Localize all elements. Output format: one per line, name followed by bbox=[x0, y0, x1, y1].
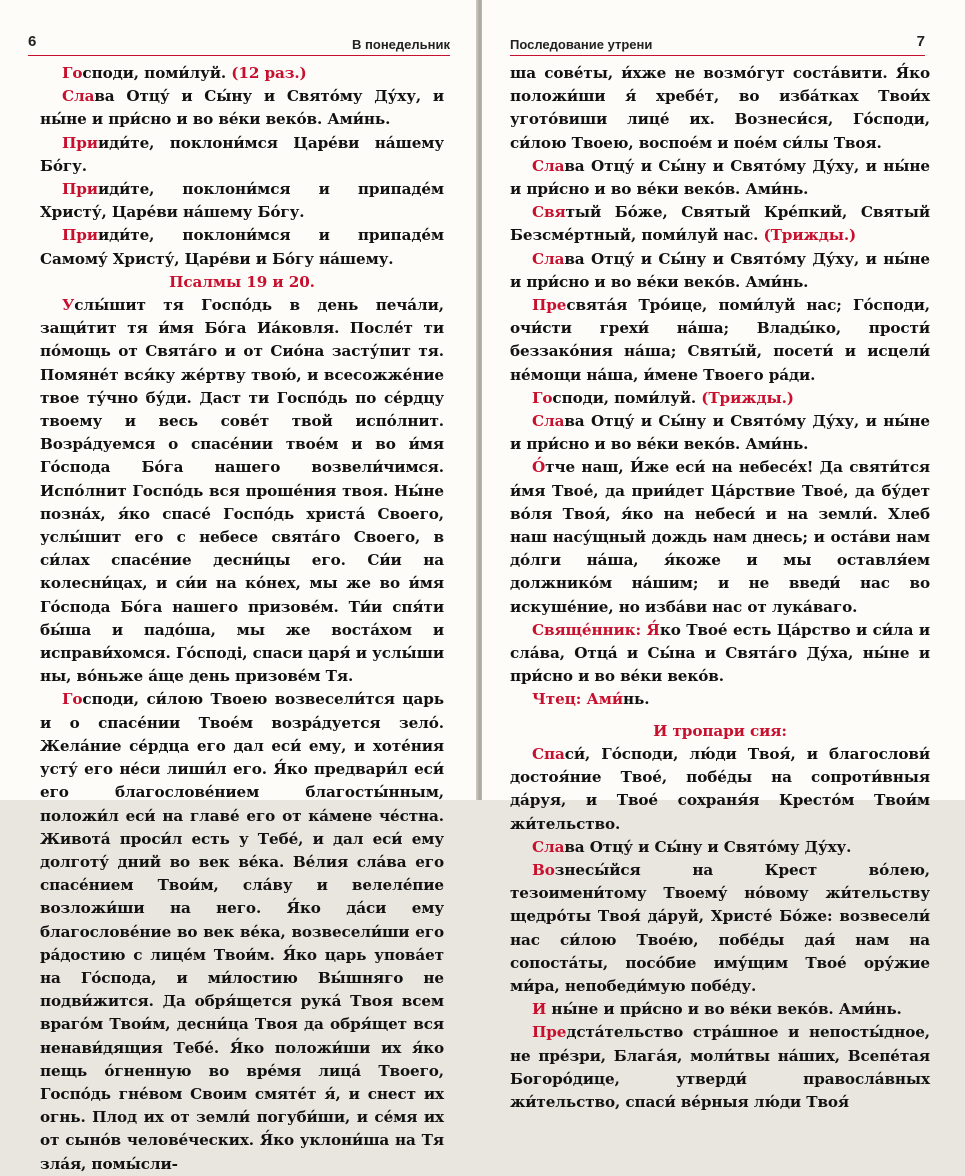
text: си́, Го́споди, лю́ди Твоя́, и благослови́ достоя́ние Твое́, побе́ды на сопроти́вныя да́руя, и Твое́ сохраня́я Кресто́м Твои́м жи́тельство. bbox=[510, 744, 930, 833]
initial: О́ bbox=[532, 458, 546, 477]
paragraph bbox=[510, 743, 930, 836]
text: иди́те, поклони́мся и припаде́м Христу́, Царе́ви на́шему Бо́гу. bbox=[40, 180, 444, 222]
initial: Сла bbox=[62, 87, 95, 106]
initial: Го bbox=[62, 64, 83, 82]
initial: Го bbox=[532, 388, 553, 407]
text: слы́шит тя Госпо́дь в день печа́ли, защи́тит тя и́мя Бо́га Иа́ковля. После́т ти по́мощь от Свята́го и от Сио́на засту́пит тя. Помяне́т вся́ку же́ртву твою́, и всесожже́ние твое ту́чно бу́ди. Даст ти Госпо́дь по се́рдцу твоему и весь сове́т твой испо́лнит. Возра́дуемся о спасе́нии твое́м и во и́мя Го́спода Бо́га нашего возвели́чимся. Испо́лнит Госпо́дь вся проше́ния твоя. Ны́не позна́х, я́ко спасе́ Госпо́дь христа́ Своего, услы́шит его с небесе свята́го Своего, в си́лах спасе́ние десни́цы его. Си́и на колесни́цах, и си́и на ко́нех, мы же во и́мя Го́спода Бо́га нашего призове́м. Ти́и спя́ти бы́ша и падо́ша, мы же воста́хом и исправи́хомся. Го́сподi, спаси царя́ и услы́ши ны, во́ньже а́ще день призове́м Тя. bbox=[40, 296, 444, 686]
text: споди, поми́луй. bbox=[82, 64, 227, 82]
text: дста́тельство стра́шное и непосты́дное, не пре́зри, Блага́я, моли́твы на́ших, Всепе́тая Богоро́дице, утверди́ правосла́вных жи́тельство, спаси́ ве́рныя лю́ди Твоя́ bbox=[510, 1023, 930, 1111]
paragraph bbox=[510, 387, 930, 410]
paragraph bbox=[40, 85, 444, 131]
initial: Сла bbox=[532, 156, 565, 175]
paragraph bbox=[510, 1021, 930, 1114]
paragraph bbox=[510, 294, 930, 387]
paragraph bbox=[40, 688, 444, 1175]
text: ва Отцу́ и Сы́ну и Свято́му Ду́ху, и ны́не и при́сно и во ве́ки веко́в. Ами́нь. bbox=[510, 412, 930, 454]
paragraph bbox=[510, 201, 930, 247]
paragraph bbox=[40, 62, 444, 85]
paragraph: ша сове́ты, и́хже не возмо́гут соста́вити. Я́ко положи́ши я́ хребе́т, во изба́тках Твои́х угото́виши лице́ их. Вознеси́ся, Го́споди, си́лою Твоею, воспое́м и пое́м си́лы Твоя. bbox=[510, 64, 930, 152]
paragraph bbox=[510, 456, 930, 618]
text: ны́не и при́сно и во ве́ки веко́в. Ами́нь. bbox=[546, 1000, 902, 1019]
page-number-left: 6 bbox=[28, 33, 37, 50]
text: ва Отцу́ и Сы́ну и Свято́му Ду́ху, и ны́не и при́сно и во ве́ки веко́в. Ами́нь. bbox=[40, 87, 444, 129]
initial: Свя bbox=[532, 203, 566, 222]
page-number-right: 7 bbox=[916, 33, 925, 50]
paragraph bbox=[510, 155, 930, 201]
text: ва Отцу́ и Сы́ну и Свято́му Ду́ху, и ны́не и при́сно и во ве́ки веко́в. Ами́нь. bbox=[510, 156, 930, 199]
text: нь. bbox=[622, 690, 650, 709]
initial: И bbox=[532, 1000, 547, 1019]
running-head-right: Последование утрени bbox=[510, 37, 653, 52]
text: споди, си́лою Твоею возвесели́тся царь и о спасе́нии Твое́м возра́дуется зело́. Жела́ние се́рдца его дал еси́ ему, и хоте́ния усту́ его не́си лиши́л его. Я́ко предвари́л еси́ его благослове́нием благосты́нным, положи́л еси́ на главе́ его от ка́мене че́стна. Живота́ проси́л есть у Тебе́, и дал еси́ ему долготу́ дний во век ве́ка. Ве́лия сла́ва его спасе́нием Твои́м, сла́ву и велеле́пие возложи́ши на него. Я́ко да́си ему благослове́ние во век ве́ка, возвесели́ши его ра́достию с лице́м Твои́м. Я́ко царь упова́ет на Го́спода, и ми́лостию Вы́шняго не подви́жится. Да обря́щется рука́ Твоя всем враго́м Твои́м, десни́ца Твоя да обря́щет вся ненави́дящия Тебе́. Я́ко положи́ши их я́ко пещь о́гненную во вре́мя лица́ Твоего, Госпо́дь гне́вом Своим смяте́т я́, и снест их огнь. Плод их от земли́ погуби́ши, и се́мя их от сыно́в челове́ческих. Я́ко уклони́ша на Тя зла́я, помы́сли- bbox=[40, 690, 444, 1173]
psalm-heading: Псалмы 19 и 20. bbox=[169, 272, 315, 291]
right-header bbox=[510, 33, 925, 56]
initial: Спа bbox=[532, 744, 565, 763]
text: свята́я Тро́ице, поми́луй нас; Го́споди, очи́сти грехи́ на́ша; Влады́ко, прости́ беззако́ния на́ша; Святы́й, посети́ и исцели́ не́мощи на́ша, и́мене Твоего ра́ди. bbox=[510, 296, 930, 384]
initial: Го bbox=[62, 690, 83, 709]
running-head-left: В понедельник bbox=[352, 37, 450, 52]
rubric: Чтец: Ами́ bbox=[532, 690, 623, 709]
left-body bbox=[40, 62, 444, 1176]
left-page bbox=[0, 0, 478, 1173]
initial: У bbox=[62, 296, 75, 315]
text: споди, поми́луй. bbox=[552, 388, 697, 407]
initial: Пре bbox=[532, 296, 567, 315]
left-header bbox=[28, 33, 450, 56]
text: тче наш, И́же еси́ на небесе́х! Да святи́тся и́мя Твое́, да прии́дет Ца́рствие Твое́, да бу́дет во́ля Твоя́, я́ко на небеси́ и на земли́. Хлеб наш насу́щный дождь нам днесь; и оста́ви нам до́лги на́ша, я́коже и мы оставля́ем должнико́м на́шим; и не введи́ нас во искуше́ние, но изба́ви нас от лука́ваго. bbox=[510, 458, 930, 616]
text: ко Твое́ есть Ца́рство и си́ла и сла́ва, Отца́ и Сы́на и Свята́го Ду́ха, ны́не и при́сно и во ве́ки веко́в. bbox=[510, 620, 930, 686]
initial: Сла bbox=[532, 412, 565, 431]
initial: При bbox=[62, 133, 98, 152]
rubric: (12 раз.) bbox=[231, 64, 307, 82]
text: тый Бо́же, Святый Кре́пкий, Святый Безсме́ртный, поми́луй нас. bbox=[510, 203, 930, 245]
text: ва Отцу́ и Сы́ну и Свято́му Ду́ху. bbox=[564, 837, 852, 856]
paragraph bbox=[510, 619, 930, 689]
initial: При bbox=[62, 180, 98, 199]
initial: Сла bbox=[532, 249, 565, 268]
rubric: Свяще́нник: Я́ bbox=[532, 620, 660, 639]
rubric: (Трижды.) bbox=[701, 388, 794, 407]
text: знесы́йся на Крест во́лею, тезоимени́тому Твоему́ но́вому жи́тельству щедро́ты Твоя́ да́руй, Христе́ Бо́же: возвесели́ нас си́лою Твое́ю, побе́ды дая́ нам на сопоста́ты, посо́бие иму́щим Твое́ ору́жие ми́ра, непобеди́мую побе́ду. bbox=[510, 860, 930, 995]
initial: Сла bbox=[532, 837, 565, 856]
initial: Во bbox=[532, 860, 555, 879]
paragraph bbox=[510, 688, 930, 711]
paragraph bbox=[40, 178, 444, 224]
paragraph bbox=[510, 836, 930, 859]
paragraph bbox=[510, 248, 930, 294]
right-page bbox=[482, 0, 965, 1111]
rubric: (Трижды.) bbox=[763, 226, 857, 245]
paragraph bbox=[40, 294, 444, 688]
tropari-heading: И тропари сия: bbox=[653, 721, 787, 740]
initial: Пре bbox=[532, 1023, 567, 1042]
text: иди́те, поклони́мся и припаде́м Самому́ Христу́, Царе́ви и Бо́гу на́шему. bbox=[40, 226, 444, 268]
paragraph bbox=[40, 224, 444, 270]
paragraph bbox=[510, 410, 930, 456]
text: иди́те, поклони́мся Царе́ви на́шему Бо́гу. bbox=[40, 133, 444, 175]
initial: При bbox=[62, 226, 98, 245]
text: ва Отцу́ и Сы́ну и Свято́му Ду́ху, и ны́не и при́сно и во ве́ки веко́в. Ами́нь. bbox=[510, 249, 930, 291]
paragraph bbox=[510, 998, 930, 1021]
paragraph bbox=[40, 132, 444, 178]
paragraph bbox=[510, 859, 930, 998]
right-body bbox=[510, 62, 930, 1114]
